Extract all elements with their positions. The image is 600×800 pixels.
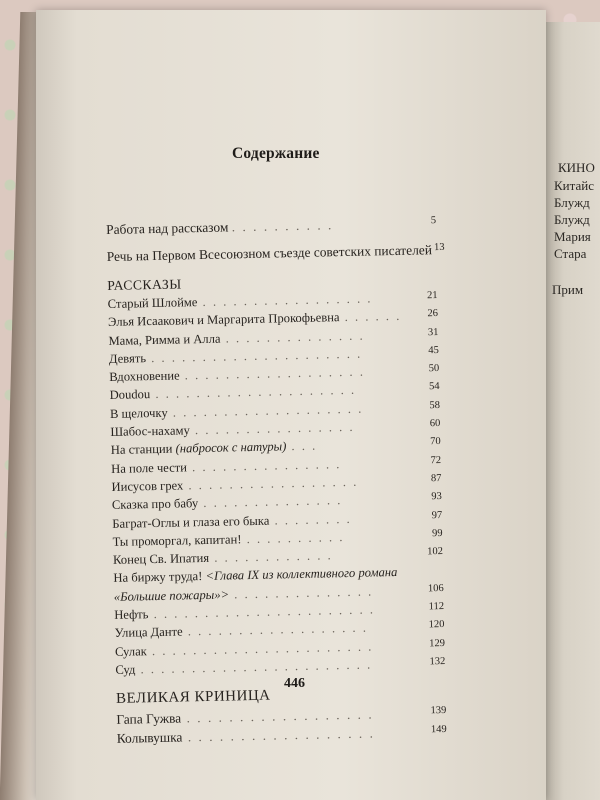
toc-entry-title: Девять xyxy=(108,351,147,366)
toc-entry: Doudou . . . . . . . . . . . . . . . . . . . . 54 xyxy=(109,381,440,403)
toc-entry-page: 97 xyxy=(431,509,443,521)
toc-entry-page: 129 xyxy=(429,637,446,649)
toc-entry: Колывушка . . . . . . . . . . . . . . . . . . 149 xyxy=(116,724,447,747)
toc-entry-page: 31 xyxy=(427,326,439,338)
toc-entry-title: Работа над рассказом xyxy=(106,219,229,237)
toc-entry-title: Нефть xyxy=(114,607,149,622)
toc-entry-page: 72 xyxy=(430,454,442,466)
next-page-line: Китайс xyxy=(554,178,594,193)
toc-entry-page: 54 xyxy=(428,381,440,393)
toc-entry-page: 45 xyxy=(428,344,439,357)
toc-entry-page: 112 xyxy=(428,601,445,613)
toc-entry: Работа над рассказом . . . . . . . . . . 5 xyxy=(106,215,437,237)
section-heading: ВЕЛИКАЯ КРИНИЦА xyxy=(115,687,271,708)
section-heading: РАССКАЗЫ xyxy=(107,276,182,293)
toc-entry-page: 139 xyxy=(430,705,447,717)
toc-entry-title: Сказка про бабу xyxy=(111,496,199,513)
toc-entry-page: 13 xyxy=(433,241,445,254)
table-of-contents xyxy=(106,215,447,750)
toc-entry-title: Шабос-нахаму xyxy=(110,423,190,440)
toc-entry: Шабос-нахаму . . . . . . . . . . . . . . . . 60 xyxy=(110,418,441,440)
toc-entry-title: Элья Исаакович и Маргарита Прокофьевна xyxy=(107,310,340,330)
toc-entry: Ты проморгал, капитан! . . . . . . . . . . 99 xyxy=(112,527,443,549)
next-page xyxy=(546,22,600,800)
toc-entry-title: В щелочку xyxy=(109,405,168,421)
next-page-line: Стара xyxy=(554,246,587,261)
toc-entry-title: Иисусов грех xyxy=(111,478,184,494)
toc-entry-page: 132 xyxy=(429,655,446,668)
toc-entry-title: Улица Данте xyxy=(114,624,183,641)
toc-entry-page: 93 xyxy=(431,491,442,503)
toc-entry-page: 106 xyxy=(427,582,444,595)
toc-entry: Вдохновение . . . . . . . . . . . . . . . . . . 50 xyxy=(109,363,440,385)
toc-entry-page: 60 xyxy=(429,418,441,430)
toc-entry-page: 99 xyxy=(431,527,443,540)
toc-entry-title: Вдохновение xyxy=(109,368,180,385)
next-page-line: Мария xyxy=(554,229,591,244)
toc-entry-page: 21 xyxy=(427,290,438,302)
toc-entry-title: Ты проморгал, капитан! xyxy=(112,532,242,549)
toc-entry-page: 120 xyxy=(428,619,445,631)
next-page-line: Блужд xyxy=(554,195,590,210)
toc-entry: Мама, Римма и Алла . . . . . . . . . . . . . . 31 xyxy=(108,326,439,348)
toc-entry: Старый Шлойме . . . . . . . . . . . . . . . . . 21 xyxy=(107,290,438,311)
toc-entry-title: Суд xyxy=(115,662,136,677)
next-page-line: КИНО xyxy=(558,160,595,175)
toc-entry-page: 58 xyxy=(429,399,441,412)
toc-entry-note: <Глава IX из коллективного романа xyxy=(205,565,398,584)
toc-entry-page: 26 xyxy=(427,308,439,320)
toc-entry: Конец Св. Ипатия . . . . . . . . . . . . 102 xyxy=(112,546,444,568)
toc-entry-title: Гапа Гужва xyxy=(116,710,182,728)
toc-entry: На станции (набросок с натуры) . . . 70 xyxy=(110,436,441,458)
page-number: 446 xyxy=(284,676,305,691)
toc-entry: Сказка про бабу . . . . . . . . . . . . . . 93 xyxy=(111,491,442,513)
toc-entry: Девять . . . . . . . . . . . . . . . . . . . . . 45 xyxy=(108,344,439,366)
toc-entry: В щелочку . . . . . . . . . . . . . . . . . . . 58 xyxy=(109,399,441,421)
toc-entry-page: 70 xyxy=(430,436,441,448)
toc-entry: Улица Данте . . . . . . . . . . . . . . . . . . 120 xyxy=(114,619,445,641)
toc-entry: Нефть . . . . . . . . . . . . . . . . . . . . . . 112 xyxy=(114,601,445,622)
toc-entry-title: Мама, Римма и Алла xyxy=(108,331,221,348)
toc-entry-title: Старый Шлойме xyxy=(107,295,198,311)
next-page-line: Блужд xyxy=(554,212,590,227)
toc-entry-page: 5 xyxy=(430,215,437,227)
toc-entry: Суд . . . . . . . . . . . . . . . . . . . . . . . 132 xyxy=(115,655,446,677)
toc-entry-page: 102 xyxy=(427,546,444,558)
next-page-line: Прим xyxy=(552,282,584,297)
toc-entry-page: 87 xyxy=(430,473,442,485)
toc-entry-title: Колывушка xyxy=(116,729,183,747)
toc-entry-title: На станции xyxy=(110,442,173,458)
toc-entry: Сулак . . . . . . . . . . . . . . . . . . . . . . 129 xyxy=(114,637,446,659)
toc-entry-title: На биржу труда! xyxy=(113,569,203,586)
toc-entry-title: Речь на Первом Всесоюзном съезде советских писателей xyxy=(106,242,433,264)
toc-entry: Элья Исаакович и Маргарита Прокофьевна . . . . . . 26 xyxy=(107,308,439,330)
toc-entry-title: На поле чести xyxy=(111,460,188,476)
toc-entry-note: «Большие пожары»> xyxy=(113,587,230,604)
toc-entry-note: (набросок с натуры) xyxy=(175,439,287,456)
toc-entry: На поле чести . . . . . . . . . . . . . . . 72 xyxy=(111,454,442,476)
toc-entry: Гапа Гужва . . . . . . . . . . . . . . . . . . 139 xyxy=(116,705,447,728)
page-title: Содержание xyxy=(232,145,320,162)
toc-entry: Иисусов грех . . . . . . . . . . . . . . . . . 87 xyxy=(111,473,442,494)
toc-entry-page: 50 xyxy=(428,363,440,375)
toc-entry-title: Баграт-Оглы и глаза его быка xyxy=(112,513,270,531)
toc-entry-page: 149 xyxy=(430,724,447,736)
toc-entry: Баграт-Оглы и глаза его быка . . . . . . . . 97 xyxy=(112,509,443,531)
toc-entry: «Большие пожары»> . . . . . . . . . . . . . . 106 xyxy=(113,582,444,604)
toc-entry-title: Конец Св. Ипатия xyxy=(112,551,210,568)
toc-entry-title: Сулак xyxy=(114,643,147,659)
toc-entry-title: Doudou xyxy=(109,387,151,403)
